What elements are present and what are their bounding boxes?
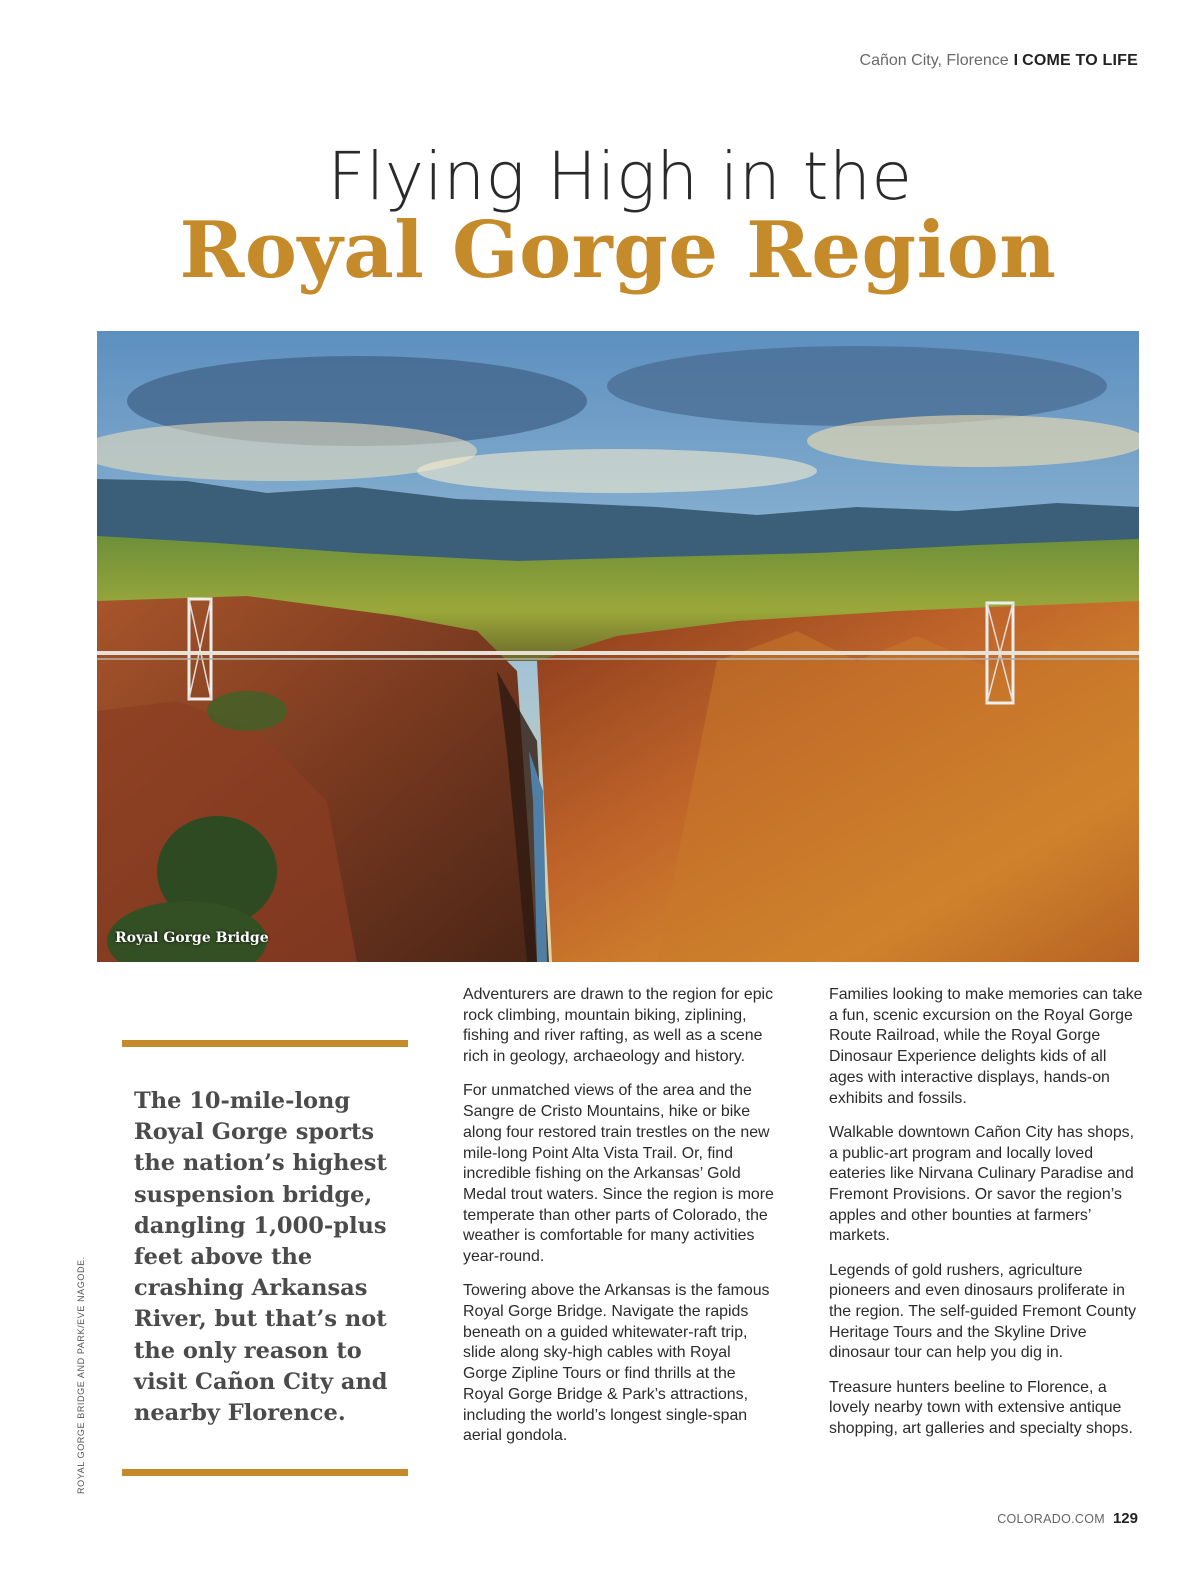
title-line-1: Flying High in the — [327, 138, 913, 215]
title-line-2: Royal Gorge Region — [179, 205, 1057, 296]
running-header — [860, 52, 1138, 70]
body-paragraph: Legends of gold rushers, agriculture pioneers and even dinosaurs proliferate in the region. The self-guided Fremont County Heritage Tours and the Skyline Drive dinosaur tour can help you dig in. — [829, 1261, 1137, 1362]
body-column-1 — [463, 985, 778, 1461]
header-section: COME TO LIFE — [1022, 52, 1138, 69]
royal-gorge-photo — [97, 331, 1139, 962]
body-paragraph: Treasure hunters beeline to Florence, a lovely nearby town with extensive antique shopping, art galleries and specialty shops. — [829, 1378, 1133, 1438]
pull-quote-top-rule — [122, 1040, 408, 1047]
footer-site: COLORADO.COM — [997, 1512, 1105, 1526]
pull-quote-bottom-rule — [122, 1469, 408, 1476]
pull-quote: The 10-mile-long Royal Gorge sports the nation’s highest suspension bridge, dangling 1,000-plus feet above the crashing Arkansas River, but that’s not the only reason to visit Cañon City and nearby Florence. — [134, 1088, 388, 1427]
landscape-illustration — [97, 331, 1139, 962]
body-paragraph: Walkable downtown Cañon City has shops, a public-art program and locally loved eateries like Nirvana Culinary Paradise and Fremont Provisions. Or savor the region’s apples and other bounties at farmers’ markets. — [829, 1123, 1135, 1245]
header-place: Cañon City, Florence — [859, 52, 1009, 69]
body-paragraph: Towering above the Arkansas is the famous Royal Gorge Bridge. Navigate the rapids beneath on a guided whitewater-raft trip, slide along sky-high cables with Royal Gorge Zipline Tours or find thrills at the Royal Gorge Bridge & Park’s attractions, including the world’s longest single-span aerial gondola. — [463, 1282, 770, 1445]
body-paragraph: Families looking to make memories can take a fun, scenic excursion on the Royal Gorge Route Railroad, while the Royal Gorge Dinosaur Experience delights kids of all ages with interactive displays, hands-on exhibits and fossils. — [829, 986, 1143, 1107]
photo-caption: Royal Gorge Bridge — [115, 930, 269, 946]
body-paragraph: For unmatched views of the area and the Sangre de Cristo Mountains, hike or bike along four restored train trestles on the new mile-long Point Alta Vista Trail. Or, find incredible fishing on the Arkansas’ Gold Medal trout waters. Since the region is more temperate than other parts of Colorado, the weather is comfortable for many activities year-round. — [463, 1082, 774, 1266]
page-number: 129 — [1112, 1510, 1138, 1527]
page-footer — [997, 1510, 1138, 1528]
header-separator: I — [1013, 52, 1019, 69]
body-paragraph: Adventurers are drawn to the region for epic rock climbing, mountain biking, ziplining, fishing and river rafting, as well as a scene rich in geology, archaeology and history. — [463, 986, 774, 1066]
photo-credit: ROYAL GORGE BRIDGE AND PARK/EVE NAGODE. — [76, 1256, 86, 1494]
body-column-2 — [829, 985, 1144, 1453]
